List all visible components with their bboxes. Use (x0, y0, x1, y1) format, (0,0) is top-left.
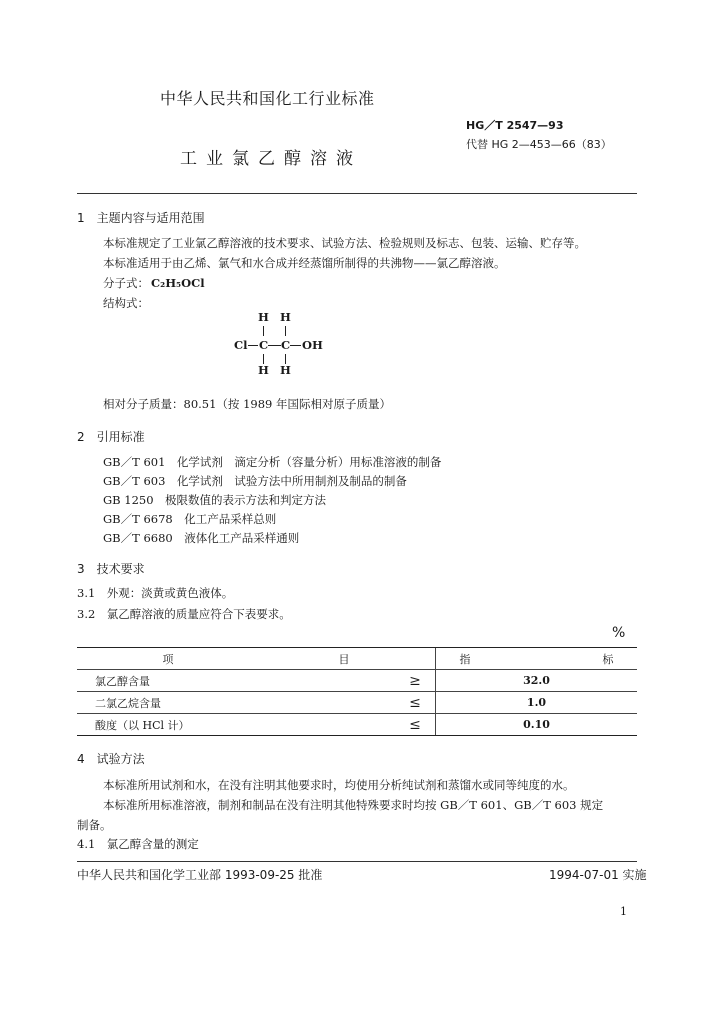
section-4-paragraph-1: 本标准所用试剂和水，在没有注明其他要求时，均使用分析纯试剂和蒸馏水或同等纯度的水。 (103, 778, 575, 792)
header-index: 指 标 (436, 648, 638, 670)
effective-date: 1994-07-01 实施 (549, 868, 647, 882)
quality-requirements-table (77, 647, 637, 736)
structural-formula (230, 308, 360, 378)
reference-2: GB／T 603 化学试剂 试验方法中所用制剂及制品的制备 (103, 474, 407, 488)
atom-c-1: C (259, 338, 269, 352)
header-rule (77, 193, 637, 194)
structure-label: 结构式： (103, 296, 149, 310)
section-3-heading: 3 技术要求 (77, 562, 145, 576)
bond-top-2 (285, 326, 286, 336)
table-header-row (77, 648, 637, 670)
row-operator: ≤ (395, 714, 436, 736)
atom-h-bottom-2: H (280, 363, 291, 377)
row-name: 酸度（以 HCl 计） (77, 714, 395, 736)
replaces-standard: 代替 HG 2—453—66（83） (466, 138, 612, 151)
approval-line: 中华人民共和国化学工业部 1993-09-25 批准 (77, 868, 323, 882)
atom-oh: OH (302, 338, 323, 352)
section-4-paragraph-2: 本标准所用标准溶液，制剂和制品在没有注明其他特殊要求时均按 GB／T 601、GB／T 603 规定 (103, 798, 604, 812)
row-name: 二氯乙烷含量 (77, 692, 395, 714)
table-row (77, 670, 637, 692)
footer-rule (77, 861, 637, 862)
reference-3: GB 1250 极限数值的表示方法和判定方法 (103, 493, 327, 507)
atom-cl: Cl (234, 338, 248, 352)
bond-c-c (268, 345, 281, 346)
formula-label: 分子式： (103, 276, 149, 290)
molecular-formula: C₂H₅OCl (151, 276, 205, 290)
row-name: 氯乙醇含量 (77, 670, 395, 692)
table-row (77, 714, 637, 736)
page-number: 1 (620, 905, 627, 918)
atom-c-2: C (281, 338, 291, 352)
section-3-item-1: 3.1 外观：淡黄或黄色液体。 (77, 586, 234, 600)
row-value: 32.0 (436, 670, 638, 692)
reference-5: GB／T 6680 液体化工产品采样通则 (103, 531, 300, 545)
bond-c-oh (290, 345, 301, 346)
atom-h-bottom-1: H (258, 363, 269, 377)
document-title: 工业氯乙醇溶液 (180, 149, 362, 169)
section-1-heading: 1 主题内容与适用范围 (77, 211, 205, 225)
bond-top-1 (263, 326, 264, 336)
issuing-authority: 中华人民共和国化工行业标准 (160, 89, 375, 108)
section-4-paragraph-2-cont: 制备。 (77, 818, 112, 832)
section-1-paragraph-1: 本标准规定了工业氯乙醇溶液的技术要求、试验方法、检验规则及标志、包装、运输、贮存等。 (103, 236, 586, 250)
atom-h-top-2: H (280, 310, 291, 324)
section-3-item-2: 3.2 氯乙醇溶液的质量应符合下表要求。 (77, 607, 291, 621)
section-2-heading: 2 引用标准 (77, 430, 145, 444)
row-operator: ≤ (395, 692, 436, 714)
standard-number: HG／T 2547—93 (466, 119, 564, 132)
row-value: 0.10 (436, 714, 638, 736)
row-value: 1.0 (436, 692, 638, 714)
atom-h-top-1: H (258, 310, 269, 324)
section-1-paragraph-2: 本标准适用于由乙烯、氯气和水合成并经蒸馏所制得的共沸物——氯乙醇溶液。 (103, 256, 506, 270)
table-unit: % (612, 625, 626, 641)
reference-4: GB／T 6678 化工产品采样总则 (103, 512, 277, 526)
relative-molecular-mass: 相对分子质量：80.51（按 1989 年国际相对原子质量） (103, 397, 391, 411)
header-item: 项 目 (77, 648, 436, 670)
section-4-heading: 4 试验方法 (77, 752, 145, 766)
section-4-item-1: 4.1 氯乙醇含量的测定 (77, 837, 199, 851)
row-operator: ≥ (395, 670, 436, 692)
table-row (77, 692, 637, 714)
reference-1: GB／T 601 化学试剂 滴定分析（容量分析）用标准溶液的制备 (103, 455, 442, 469)
bond-cl-c (248, 345, 258, 346)
